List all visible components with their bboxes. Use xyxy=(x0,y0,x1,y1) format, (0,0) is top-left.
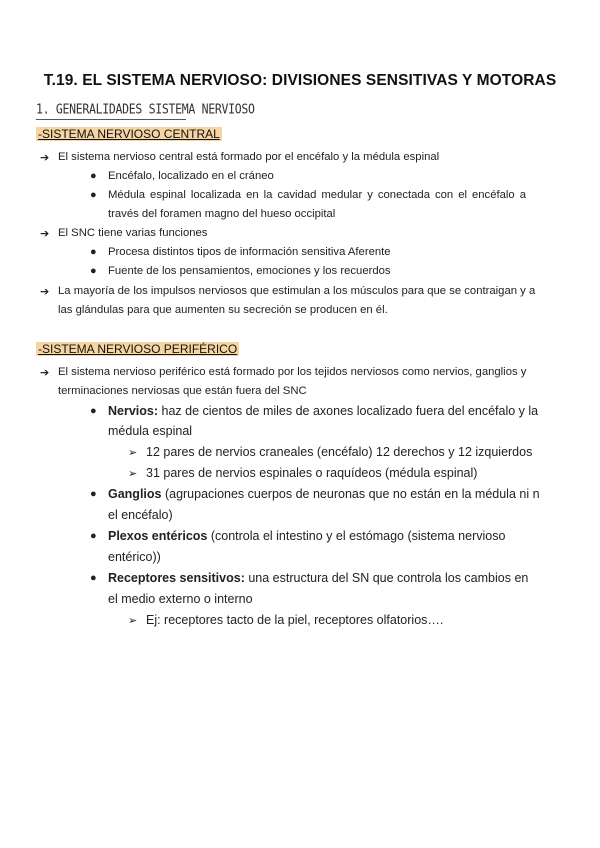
central-point-2: El SNC tiene varias funciones xyxy=(58,227,208,239)
nervios-line-1 xyxy=(108,404,538,418)
central-point-3-line-2: las glándulas para que aumenten su secreción se producen en él. xyxy=(58,304,388,316)
ganglios-line-2: el encéfalo) xyxy=(108,508,173,522)
nervios-text: haz de cientos de miles de axones localizado fuera del encéfalo y la xyxy=(158,404,539,418)
page-title: T.19. EL SISTEMA NERVIOSO: DIVISIONES SENSITIVAS Y MOTORAS xyxy=(43,72,557,89)
sub-arrow-icon: ➢ xyxy=(128,615,138,627)
plexos-term: Plexos entéricos xyxy=(108,529,208,543)
central-point-1-bullet-2-line-1: Médula espinal localizada en la cavidad medular y conectada con el encéfalo a xyxy=(108,189,526,201)
central-point-1-bullet-2-line-2: través del foramen magno del hueso occipital xyxy=(108,208,336,220)
arrow-icon: ➔ xyxy=(40,367,50,379)
receptores-line-2: el medio externo o interno xyxy=(108,592,253,606)
receptores-line-1 xyxy=(108,571,528,585)
receptores-sub-1: Ej: receptores tacto de la piel, receptores olfatorios…. xyxy=(146,613,444,627)
arrow-icon: ➔ xyxy=(40,152,50,164)
bullet-icon: ● xyxy=(90,170,97,182)
peripheral-heading: -SISTEMA NERVIOSO PERIFÉRICO xyxy=(38,342,238,356)
plexos-text: (controla el intestino y el estómago (sistema nervioso xyxy=(207,529,506,543)
nervios-sub-1: 12 pares de nervios craneales (encéfalo) 12 derechos y 12 izquierdos xyxy=(146,445,533,459)
ganglios-text: (agrupaciones cuerpos de neuronas que no están en la médula ni n xyxy=(161,487,540,501)
central-point-3-line-1: La mayoría de los impulsos nerviosos que estimulan a los músculos para que se contraigan y a xyxy=(58,285,536,297)
plexos-line-1 xyxy=(108,529,505,543)
peripheral-point-1-line-2: terminaciones nerviosas que están fuera del SNC xyxy=(58,385,307,397)
central-heading: -SISTEMA NERVIOSO CENTRAL xyxy=(38,127,220,141)
nervios-line-2: médula espinal xyxy=(108,424,193,438)
receptores-term: Receptores sensitivos: xyxy=(108,571,245,585)
peripheral-point-1-line-1: El sistema nervioso periférico está formado por los tejidos nerviosos como nervios, ganglios y xyxy=(58,366,527,378)
ganglios-term: Ganglios xyxy=(108,487,162,501)
ganglios-line-1 xyxy=(108,487,540,501)
subheading-underline xyxy=(36,119,186,120)
nervios-sub-2: 31 pares de nervios espinales o raquídeos (médula espinal) xyxy=(146,466,478,480)
arrow-icon: ➔ xyxy=(40,228,50,240)
central-point-1: El sistema nervioso central está formado por el encéfalo y la médula espinal xyxy=(58,151,440,163)
bullet-icon: ● xyxy=(90,488,97,500)
sub-arrow-icon: ➢ xyxy=(128,447,138,459)
receptores-text: una estructura del SN que controla los cambios en xyxy=(244,571,529,585)
bullet-icon: ● xyxy=(90,246,97,258)
bullet-icon: ● xyxy=(90,189,97,201)
section-subheading: 1. GENERALIDADES SISTEMA NERVIOSO xyxy=(36,101,255,118)
plexos-line-2: entérico)) xyxy=(108,550,161,564)
central-point-2-bullet-1: Procesa distintos tipos de información sensitiva Aferente xyxy=(108,246,391,258)
bullet-icon: ● xyxy=(90,572,97,584)
arrow-icon: ➔ xyxy=(40,286,50,298)
bullet-icon: ● xyxy=(90,405,97,417)
bullet-icon: ● xyxy=(90,265,97,277)
nervios-term: Nervios: xyxy=(108,404,159,418)
bullet-icon: ● xyxy=(90,530,97,542)
central-point-2-bullet-2: Fuente de los pensamientos, emociones y los recuerdos xyxy=(108,265,391,277)
sub-arrow-icon: ➢ xyxy=(128,468,138,480)
central-point-1-bullet-1: Encéfalo, localizado en el cráneo xyxy=(108,170,274,182)
